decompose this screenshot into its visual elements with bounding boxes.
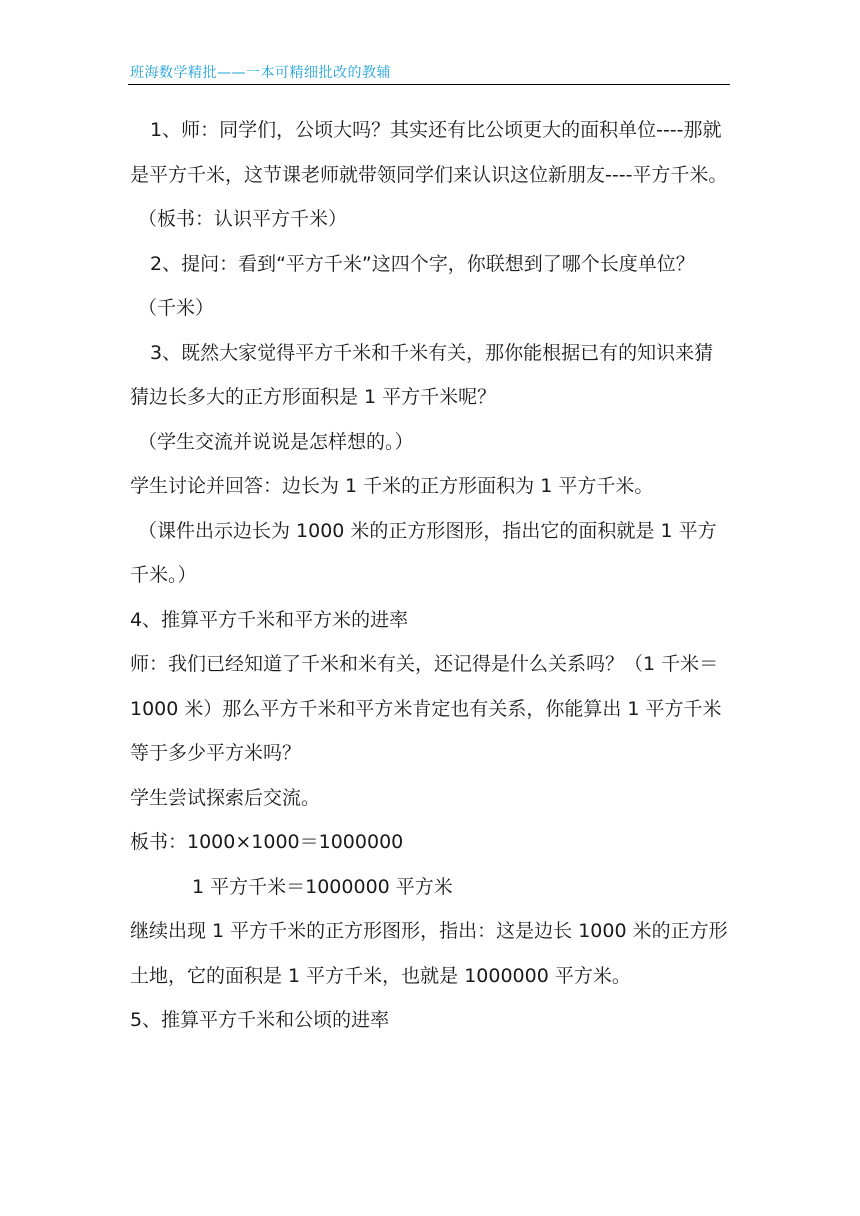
paragraph-6: （学生交流并说说是怎样想的。） [138, 430, 414, 453]
paragraph-13: 1 平方千米＝1000000 平方米 [192, 875, 453, 898]
paragraph-11: 学生尝试探索后交流。 [130, 786, 321, 809]
paragraph-9: 4、推算平方千米和平方米的进率 [130, 608, 409, 631]
paragraph-8: （课件出示边长为 1000 米的正方形图形，指出它的面积就是 1 平方千米。） [130, 519, 717, 586]
paragraph-12: 板书：1000×1000＝1000000 [130, 831, 404, 853]
paragraph-2: （板书：认识平方千米） [138, 208, 348, 230]
paragraph-14: 继续出现 1 平方千米的正方形图形，指出：这是边长 1000 米的正方形土地，它的面积是 1 平方千米，也就是 1000000 平方米。 [130, 920, 728, 987]
page-header-title: 班海数学精批——一本可精细批改的教辅 [130, 65, 391, 81]
paragraph-15: 5、推算平方千米和公顷的进率 [130, 1009, 390, 1031]
paragraph-7: 学生讨论并回答：边长为 1 千米的正方形面积为 1 平方千米。 [130, 475, 654, 497]
paragraph-3: 2、提问：看到“平方千米”这四个字，你联想到了哪个长度单位？ [150, 252, 695, 275]
paragraph-10: 师：我们已经知道了千米和米有关，还记得是什么关系吗？（1 千米＝1000 米）那么平方千米和平方米肯定也有关系，你能算出 1 平方千米等于多少平方米吗？ [130, 653, 722, 764]
paragraph-5: 3、既然大家觉得平方千米和千米有关，那你能根据已有的知识来猜猜边长多大的正方形面积是 1 平方千米呢？ [130, 341, 714, 408]
document-body [130, 108, 730, 1043]
paragraph-4: （千米） [138, 297, 215, 319]
paragraph-1: 1、师：同学们，公顷大吗？其实还有比公顷更大的面积单位----那就是平方千米，这节课老师就带领同学们来认识这位新朋友----平方千米。 [130, 119, 728, 186]
header-divider [128, 84, 730, 85]
